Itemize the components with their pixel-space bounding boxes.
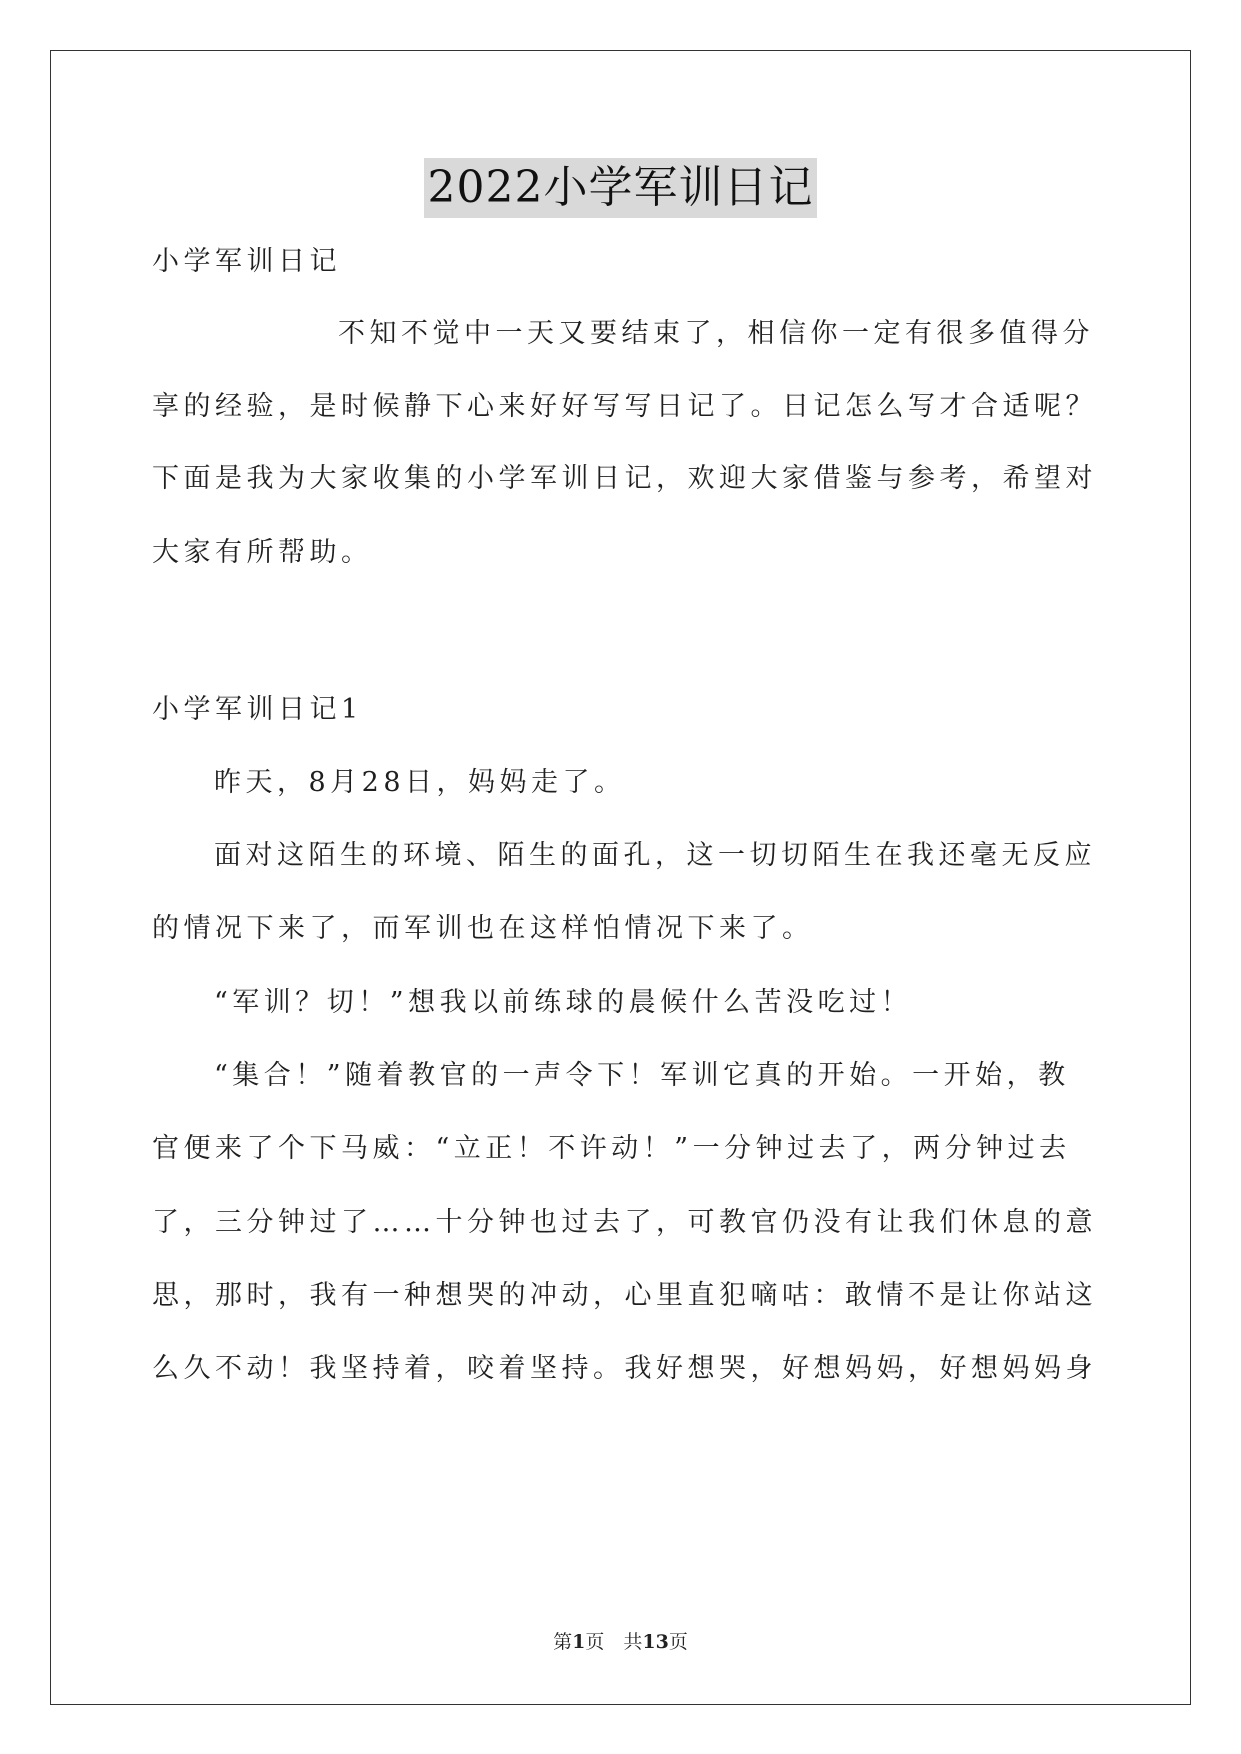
intro-line: 下面是我为大家收集的小学军训日记，欢迎大家借鉴与参考，希望对	[152, 463, 1097, 494]
body-line: 思，那时，我有一种想哭的冲动，心里直犯嘀咕：敢情不是让你站这	[152, 1280, 1097, 1311]
footer-page-number: 1	[572, 1631, 586, 1653]
body-line: 的情况下来了，而军训也在这样怕情况下来了。	[152, 913, 814, 944]
section-heading: 小学军训日记1	[152, 694, 363, 725]
footer-total-pages: 13	[642, 1631, 669, 1653]
body-line: “军训？切！”想我以前练球的晨候什么苦没吃过！	[214, 987, 913, 1018]
footer-page-suffix: 页	[668, 1631, 688, 1653]
intro-line: 享的经验，是时候静下心来好好写写日记了。日记怎么写才合适呢？	[152, 391, 1097, 422]
body-line: 官便来了个下马威：“立正！不许动！”一分钟过去了，两分钟过去	[152, 1133, 1071, 1164]
footer-page-prefix: 第	[553, 1631, 573, 1653]
document-title: 2022小学军训日记	[424, 158, 818, 218]
page-footer	[0, 1630, 1241, 1654]
intro-line: 大家有所帮助。	[152, 537, 373, 568]
body-line: 么久不动！我坚持着，咬着坚持。我好想哭，好想妈妈，好想妈妈身	[152, 1353, 1097, 1384]
title-container	[0, 158, 1241, 218]
page-border	[50, 50, 1191, 1705]
body-line: 了，三分钟过了……十分钟也过去了，可教官仍没有让我们休息的意	[152, 1207, 1097, 1238]
intro-line: 不知不觉中一天又要结束了，相信你一定有很多值得分	[338, 318, 1094, 349]
body-line: 面对这陌生的环境、陌生的面孔，这一切切陌生在我还毫无反应	[214, 840, 1096, 871]
document-subtitle: 小学军训日记	[152, 246, 341, 277]
footer-page-mid: 页 共	[585, 1631, 643, 1653]
body-line: 昨天，8月28日，妈妈走了。	[214, 767, 626, 798]
body-line: “集合！”随着教官的一声令下！军训它真的开始。一开始，教	[214, 1060, 1070, 1091]
